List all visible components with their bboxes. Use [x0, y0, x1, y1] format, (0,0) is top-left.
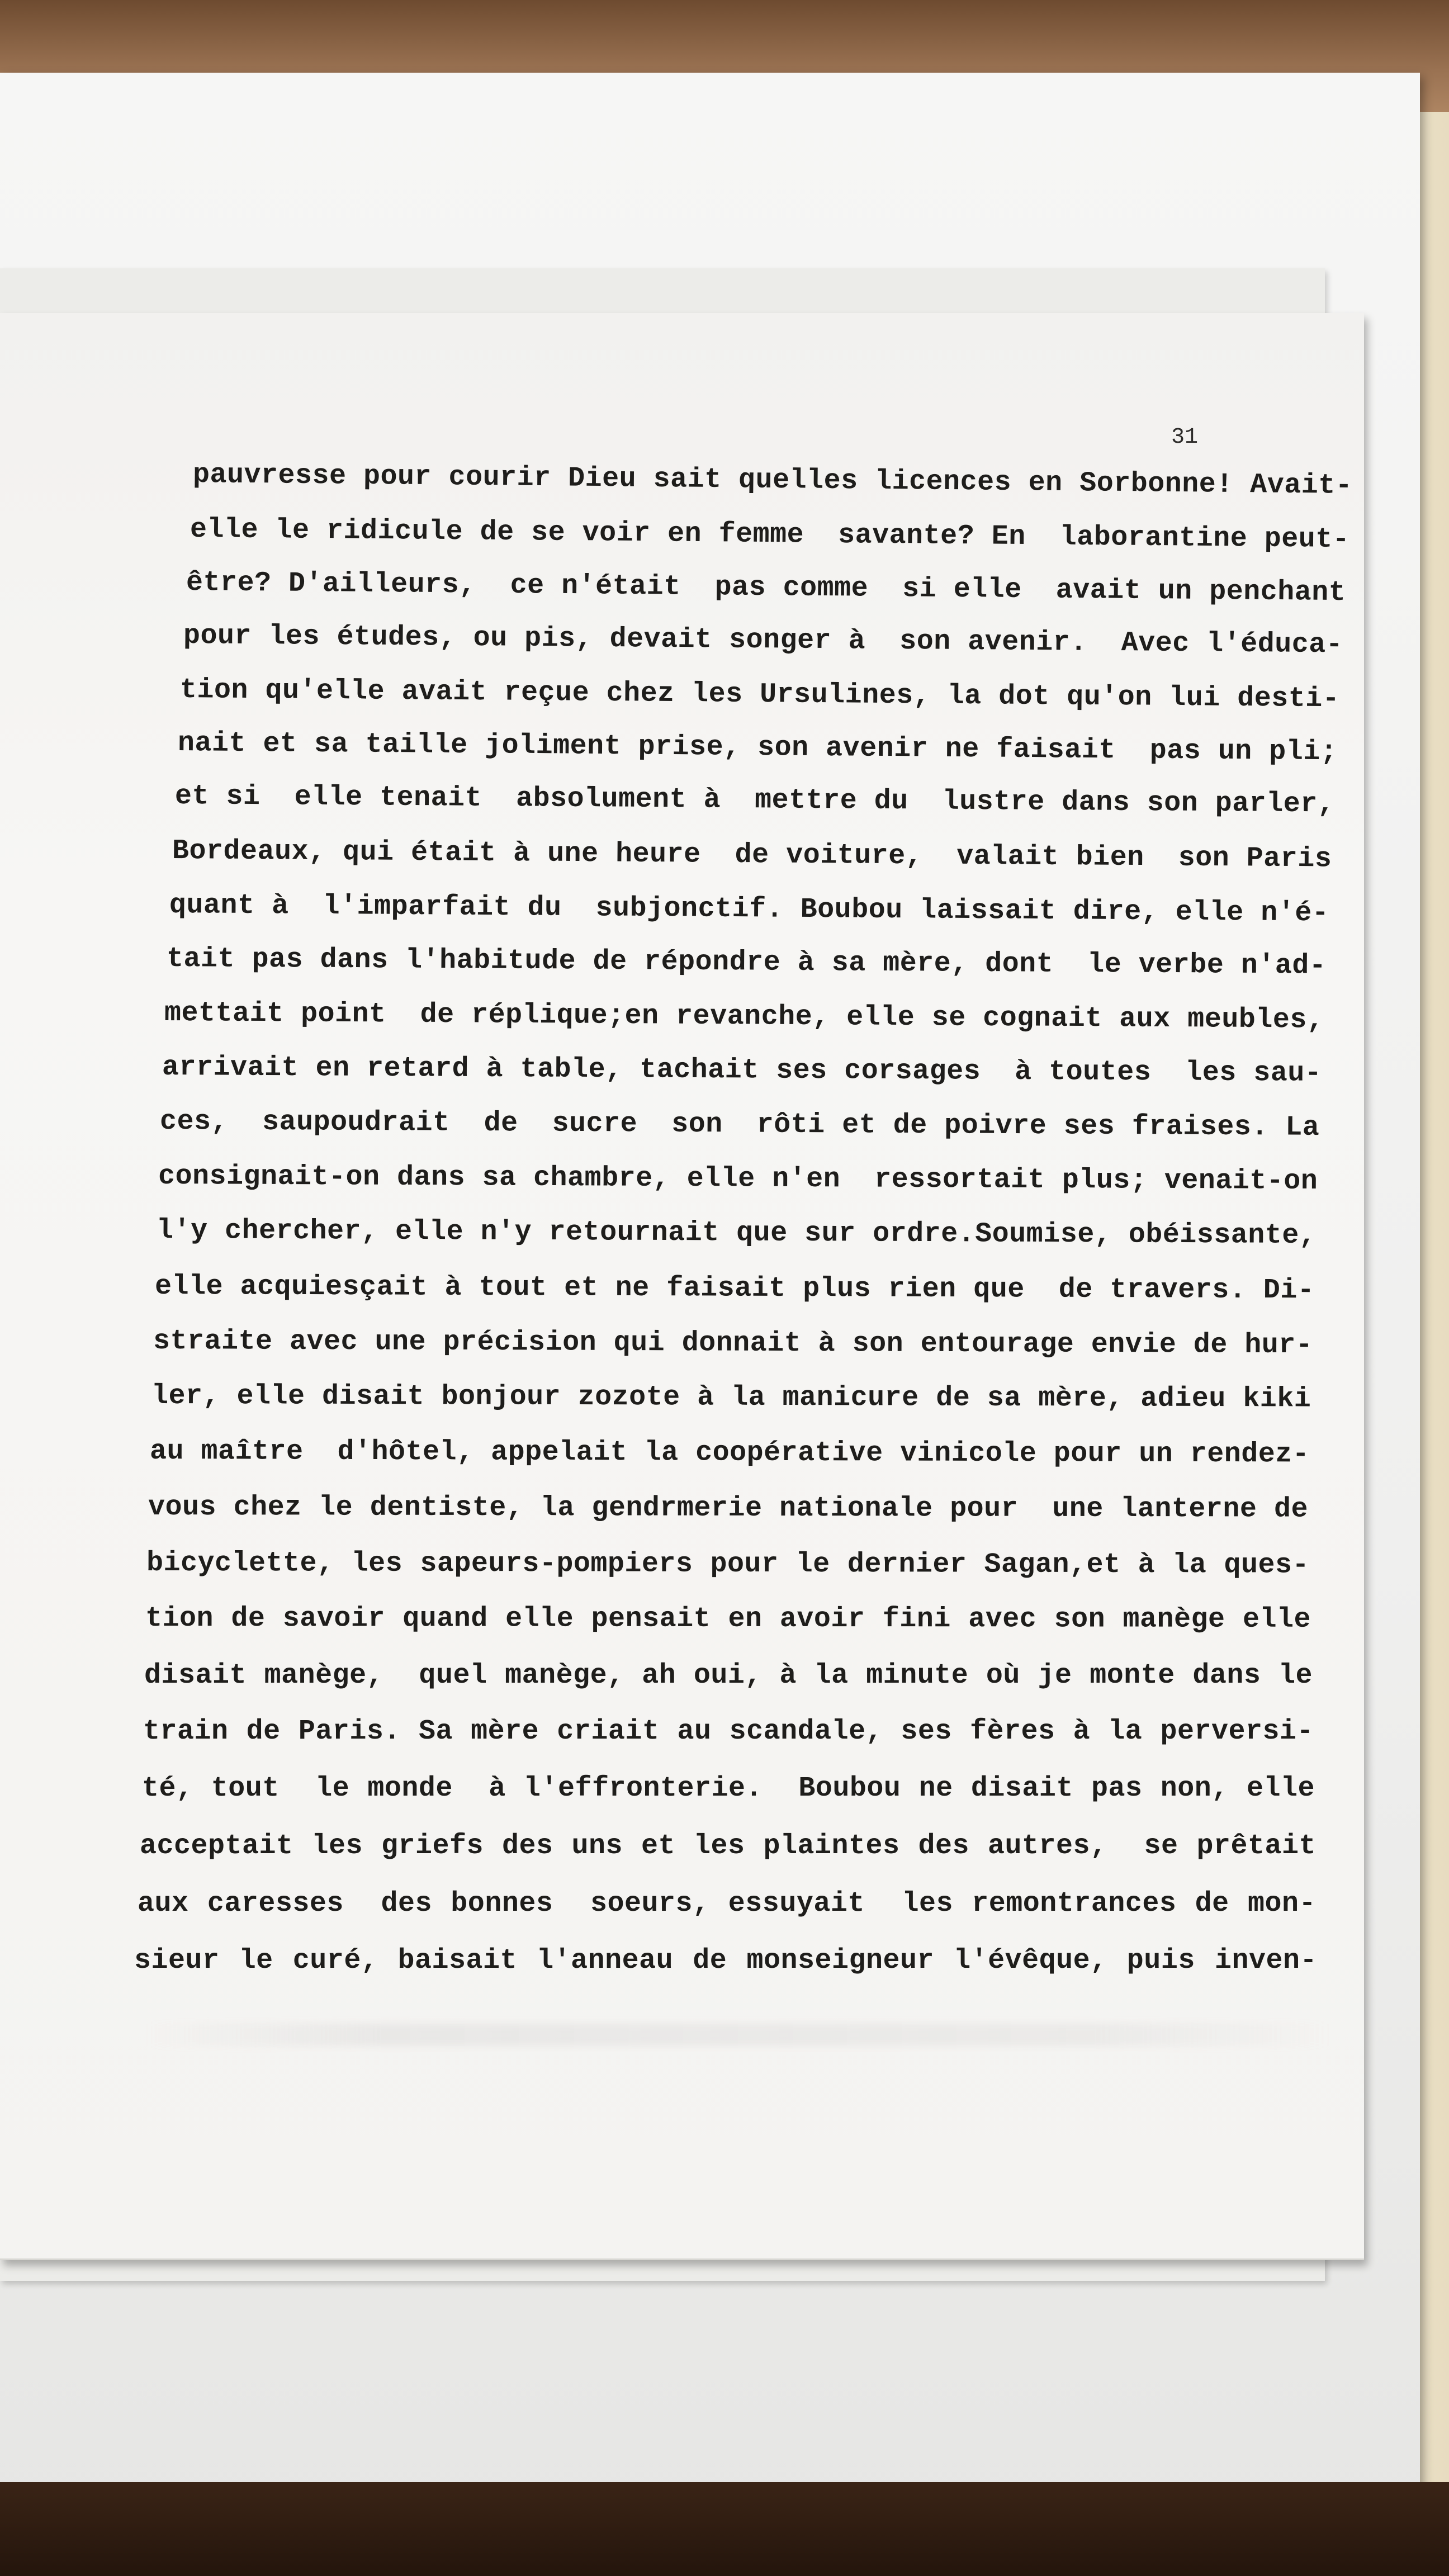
text-line: elle le ridicule de se voir en femme savante? En laborantine peut- — [190, 514, 1350, 556]
text-line: disait manège, quel manège, ah oui, à la minute où je monte dans le — [144, 1660, 1313, 1692]
text-line: sieur le curé, baisait l'anneau de monseigneur l'évêque, puis inven- — [134, 1945, 1317, 1977]
text-line: nait et sa taille joliment prise, son avenir ne faisait pas un pli; — [177, 727, 1338, 769]
page-number: 31 — [1171, 425, 1199, 450]
text-line: aux caresses des bonnes soeurs, essuyait les remontrances de mon- — [138, 1888, 1316, 1920]
text-line: ces, saupoudrait de sucre son rôti et de poivre ses fraises. La — [159, 1106, 1320, 1144]
text-line: pauvresse pour courir Dieu sait quelles licences en Sorbonne! Avait- — [192, 459, 1353, 502]
text-line: ler, elle disait bonjour zozote à la manicure de sa mère, adieu kiki — [151, 1380, 1311, 1415]
text-line: Bordeaux, qui était à une heure de voiture, valait bien son Paris — [172, 835, 1332, 875]
text-line: l'y chercher, elle n'y retournait que sur ordre.Soumise, obéissante, — [156, 1215, 1317, 1252]
text-line: bicyclette, les sapeurs-pompiers pour le dernier Sagan,et à la ques- — [146, 1547, 1310, 1581]
text-line: arrivait en retard à table, tachait ses corsages à toutes les sau- — [162, 1052, 1322, 1090]
text-line: pour les études, ou pis, devait songer à son avenir. Avec l'éduca- — [183, 620, 1343, 661]
text-line: train de Paris. Sa mère criait au scandale, ses fères à la perversi- — [143, 1716, 1314, 1748]
text-line: tion de savoir quand elle pensait en avoir fini avec son manège elle — [145, 1603, 1311, 1636]
text-line: tion qu'elle avait reçue chez les Ursulines, la dot qu'on lui desti- — [179, 674, 1340, 716]
text-line: tait pas dans l'habitude de répondre à sa mère, dont le verbe n'ad- — [166, 943, 1327, 982]
text-line: et si elle tenait absolument à mettre du lustre dans son parler, — [174, 780, 1335, 821]
text-line: straite avec une précision qui donnait à son entourage envie de hur- — [153, 1325, 1313, 1362]
text-line: acceptait les griefs des uns et les plaintes des autres, se prêtait — [140, 1830, 1316, 1862]
text-line: mettait point de réplique;en revanche, elle se cognait aux meubles, — [164, 997, 1324, 1036]
show-through-text — [145, 2024, 1330, 2046]
text-line: elle acquiesçait à tout et ne faisait plus rien que de travers. Di- — [154, 1271, 1315, 1307]
text-line: té, tout le monde à l'effronterie. Boubou ne disait pas non, elle — [142, 1773, 1315, 1805]
text-line: consignait-on dans sa chambre, elle n'en ressortait plus; venait-on — [158, 1161, 1318, 1198]
text-line: être? D'ailleurs, ce n'était pas comme si elle avait un penchant — [186, 567, 1346, 609]
text-line: quant à l'imparfait du subjonctif. Boubou laissait dire, elle n'é- — [169, 889, 1329, 930]
text-line: vous chez le dentiste, la gendrmerie nationale pour une lanterne de — [148, 1491, 1309, 1526]
text-line: au maître d'hôtel, appelait la coopérative vinicole pour un rendez- — [149, 1436, 1310, 1471]
